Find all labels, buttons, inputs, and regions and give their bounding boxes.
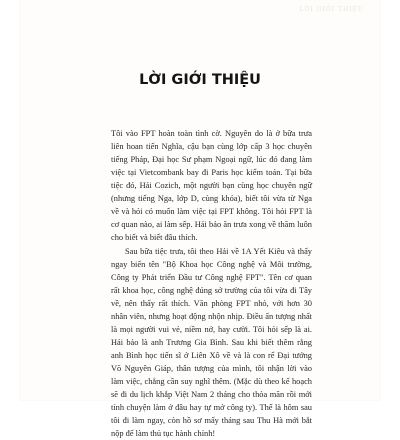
page-title: LỜI GIỚI THIỆU bbox=[139, 72, 261, 88]
book-page bbox=[20, 0, 380, 438]
body-text bbox=[111, 127, 312, 440]
paragraph-intro: Tôi vào FPT hoàn toàn tình cờ. Nguyên do là ở bữa trưa liên hoan tiến Nghĩa, cậu bạn cùng lớp cấp 3 học chuyên tiếng Pháp, Đại học Sư phạm Ngoại ngữ, lúc đó đang làm việc tại Vietcombank bay đi Paris học kiểm toán. Tại bữa tiệc đó, Hải Cozich, một người bạn cùng học chuyên ngữ (nhưng tiếng Nga, lớp D, cùng khóa), biết tôi vừa từ Nga về và hỏi có muốn làm việc tại FPT không. Tôi hỏi FPT là cơ quan nào, ai làm sếp. Hải bảo ăn trưa xong về thăm luôn cho biết và biết đâu thích. bbox=[111, 129, 312, 242]
running-header: LỜI GIỚI THIỆU bbox=[299, 6, 364, 13]
paragraph-yet-kieu: Sau bữa tiệc trưa, tôi theo Hải về 1A Yết Kiêu và thấy ngay biển tên "Bộ Khoa học Công nghệ và Môi trường, Công ty Phát triển Đầu tư Công nghệ FPT". Tên cơ quan rất khoa học, công nghệ đúng sở trường của tôi vừa đi Tây về, nên thấy rất thích. Văn phòng FPT nhỏ, với hơn 30 nhân viên, nhưng hoạt động nhộn nhịp. Điều ấn tượng nhất là mọi người vui vẻ, niềm nở, hay cười. Tôi hỏi sếp là ai. Hải bảo là anh Trương Gia Bình. Sau khi biết thêm rằng anh Bình học tiến sĩ ở Liên Xô về và là con rể Đại tướng Võ Nguyên Giáp, thân tượng của mình, tôi nhận lời vào làm việc, chẳng cần suy nghĩ thêm. (Mặc dù theo kế hoạch sẽ đi du lịch khắp Việt Nam 2 tháng cho thỏa mãn rồi mới tính chuyện làm ở đâu hay tự mở công ty). Thế là hôm sau tôi đi làm ngay, còn hồ sơ mấy tháng sau Thu Hà mới bắt nộp để làm thủ tục hành chính! bbox=[111, 247, 312, 438]
